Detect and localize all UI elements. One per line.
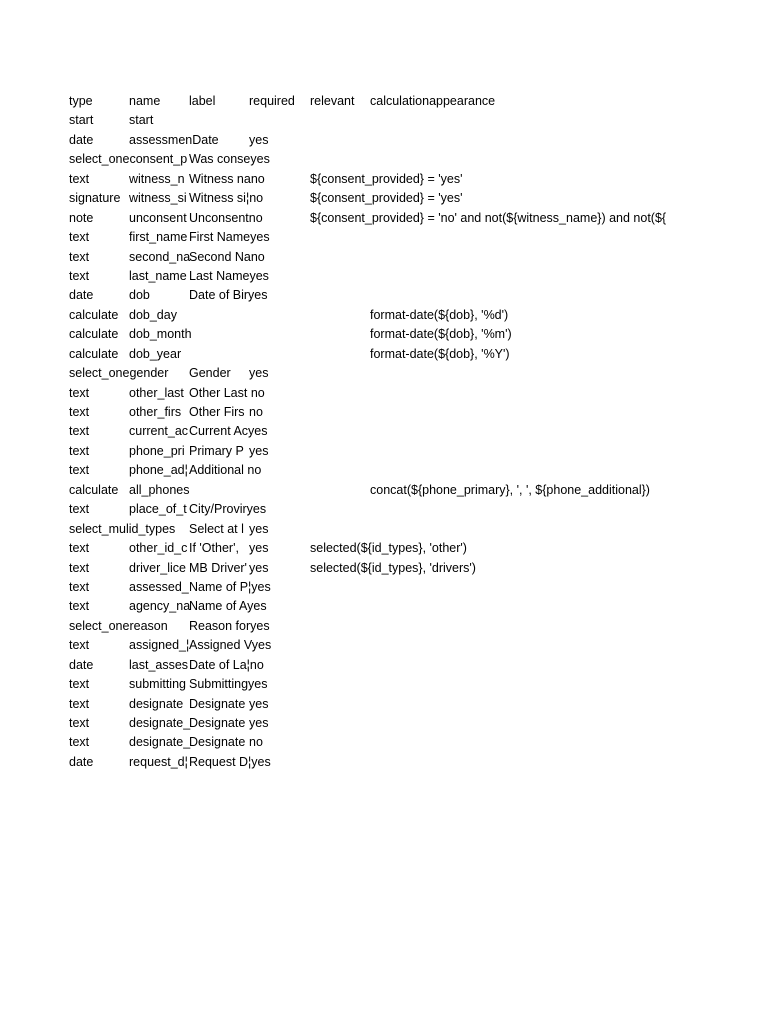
table-row bbox=[69, 422, 674, 441]
cell-label: Current Acyes bbox=[189, 424, 268, 439]
cell-type: text bbox=[69, 560, 90, 575]
cell-name: witness_n bbox=[129, 171, 185, 186]
table-row bbox=[69, 189, 674, 208]
table-row bbox=[69, 559, 674, 578]
cell-label: Gender bbox=[189, 366, 231, 381]
cell-required: yes bbox=[249, 541, 269, 556]
cell-type: text bbox=[69, 171, 90, 186]
cell-name: dob_month bbox=[129, 327, 192, 342]
cell-label: Other Firs bbox=[189, 405, 245, 419]
cell-relevant: ${consent_provided} = 'no' and not(${witness_name}) and not(${ bbox=[310, 210, 667, 225]
cell-name: driver_lice bbox=[129, 560, 186, 575]
cell-label: Designate bbox=[189, 735, 246, 750]
cell-name: second_na bbox=[129, 249, 191, 264]
cell-type: text bbox=[69, 716, 90, 730]
table-row bbox=[69, 267, 674, 286]
cell-label: Assigned Vyes bbox=[189, 638, 272, 653]
cell-name: last_asses bbox=[129, 657, 189, 672]
table-row bbox=[69, 228, 674, 247]
cell-required: yes bbox=[249, 366, 269, 381]
table-row bbox=[69, 170, 674, 189]
table-row bbox=[69, 656, 674, 675]
cell-label: Designate bbox=[189, 716, 246, 730]
cell-label: Last Nameyes bbox=[189, 268, 269, 283]
cell-name: unconsent bbox=[129, 210, 187, 225]
cell-type: text bbox=[69, 405, 90, 419]
cell-name: assessed_ bbox=[129, 579, 189, 594]
header-row bbox=[69, 92, 674, 111]
cell-calculation: format-date(${dob}, '%m') bbox=[370, 327, 512, 342]
table-row bbox=[69, 461, 674, 480]
cell-type: text bbox=[69, 579, 90, 594]
cell-relevant: ${consent_provided} = 'yes' bbox=[310, 171, 463, 186]
table-row bbox=[69, 150, 674, 169]
header-label: label bbox=[189, 94, 216, 108]
header-relevant: relevant bbox=[310, 94, 355, 108]
cell-label: If 'Other', bbox=[189, 541, 239, 556]
cell-name: all_phones bbox=[129, 482, 190, 497]
cell-type: text bbox=[69, 696, 90, 711]
cell-label: Reason foryes bbox=[189, 618, 270, 633]
cell-calculation: format-date(${dob}, '%d') bbox=[370, 307, 509, 322]
cell-required: no bbox=[249, 735, 263, 750]
cell-type: date bbox=[69, 132, 94, 147]
cell-label: Was conseyes bbox=[189, 152, 270, 167]
table-row bbox=[69, 209, 674, 228]
cell-name: other_last bbox=[129, 385, 184, 400]
cell-name: request_d¦ bbox=[129, 754, 188, 769]
cell-type: signature bbox=[69, 191, 121, 206]
table-row bbox=[69, 617, 674, 636]
cell-name: place_of_t bbox=[129, 502, 187, 517]
cell-label: Name of P¦yes bbox=[189, 579, 271, 594]
cell-name: start bbox=[129, 113, 154, 128]
cell-label: Second Nano bbox=[189, 249, 265, 264]
cell-type: date bbox=[69, 657, 94, 672]
cell-required: yes bbox=[249, 696, 269, 711]
table-row bbox=[69, 364, 674, 383]
cell-type: start bbox=[69, 113, 94, 128]
table-row bbox=[69, 695, 674, 714]
cell-type: calculate bbox=[69, 307, 119, 322]
table-row bbox=[69, 286, 674, 305]
cell-type: text bbox=[69, 735, 90, 750]
cell-name: designate_ bbox=[129, 716, 191, 730]
table-row bbox=[69, 442, 674, 461]
cell-type: select_mulid_types bbox=[69, 521, 176, 536]
cell-label: Witness si¦no bbox=[189, 191, 264, 206]
cell-type: text bbox=[69, 268, 90, 283]
table-row bbox=[69, 306, 674, 325]
cell-label: First Nameyes bbox=[189, 230, 270, 245]
table-row bbox=[69, 131, 674, 150]
table-row bbox=[69, 753, 674, 772]
cell-type: text bbox=[69, 424, 90, 439]
cell-type: text bbox=[69, 249, 90, 264]
header-type: type bbox=[69, 94, 93, 108]
table-row bbox=[69, 675, 674, 694]
cell-label: Witness nano bbox=[189, 171, 265, 186]
cell-type: select_onegender bbox=[69, 366, 169, 381]
cell-type: text bbox=[69, 385, 90, 400]
cell-name: last_name bbox=[129, 268, 187, 283]
cell-name: dob bbox=[129, 288, 150, 303]
table-row bbox=[69, 111, 674, 130]
cell-type: text bbox=[69, 599, 90, 614]
cell-name: phone_ad¦ bbox=[129, 463, 188, 478]
cell-name: dob_day bbox=[129, 307, 177, 322]
cell-name: dob_year bbox=[129, 346, 182, 361]
cell-label: Date of Biryes bbox=[189, 288, 268, 303]
table-row bbox=[69, 733, 674, 752]
cell-type: select_oneconsent_p bbox=[69, 152, 188, 167]
cell-type: text bbox=[69, 463, 90, 478]
cell-type: select_onereason bbox=[69, 618, 168, 633]
cell-label: Date of La¦no bbox=[189, 657, 264, 672]
table-row bbox=[69, 539, 674, 558]
table-row bbox=[69, 636, 674, 655]
cell-name: current_ac bbox=[129, 424, 189, 439]
cell-name: other_id_c bbox=[129, 541, 188, 556]
cell-label: Designate bbox=[189, 696, 246, 711]
cell-required: yes bbox=[249, 443, 269, 458]
cell-type: text bbox=[69, 638, 90, 653]
cell-name: submitting bbox=[129, 677, 186, 692]
cell-required: yes bbox=[249, 521, 269, 536]
cell-calculation: concat(${phone_primary}, ', ', ${phone_additional}) bbox=[370, 482, 650, 497]
cell-name: witness_si bbox=[129, 191, 187, 206]
cell-type: date bbox=[69, 754, 94, 769]
cell-calculation: format-date(${dob}, '%Y') bbox=[370, 346, 510, 361]
cell-label: Other Last no bbox=[189, 385, 265, 400]
table-row bbox=[69, 325, 674, 344]
cell-type: text bbox=[69, 502, 90, 517]
cell-required: yes bbox=[249, 716, 269, 730]
table-row bbox=[69, 578, 674, 597]
cell-required: no bbox=[249, 405, 263, 419]
table-row bbox=[69, 345, 674, 364]
cell-type: note bbox=[69, 210, 94, 225]
table-row bbox=[69, 597, 674, 616]
cell-relevant: selected(${id_types}, 'other') bbox=[310, 541, 467, 556]
header-calculation-appearance: calculationappearance bbox=[370, 94, 496, 108]
cell-relevant: ${consent_provided} = 'yes' bbox=[310, 191, 463, 206]
cell-type: calculate bbox=[69, 327, 119, 342]
cell-type: text bbox=[69, 677, 90, 692]
cell-relevant: selected(${id_types}, 'drivers') bbox=[310, 560, 476, 575]
table-row bbox=[69, 403, 674, 422]
cell-label: Submittingyes bbox=[189, 677, 268, 692]
cell-type: date bbox=[69, 288, 94, 303]
cell-name: designate_ bbox=[129, 735, 191, 750]
table-row bbox=[69, 481, 674, 500]
table-row bbox=[69, 500, 674, 519]
cell-label: Primary P bbox=[189, 443, 244, 458]
cell-label: Request D¦yes bbox=[189, 754, 271, 769]
cell-name: assigned_¦ bbox=[129, 638, 190, 653]
cell-type: text bbox=[69, 230, 90, 245]
cell-name: designate bbox=[129, 696, 184, 711]
table-row bbox=[69, 248, 674, 267]
table-row bbox=[69, 714, 674, 733]
table-row bbox=[69, 520, 674, 539]
header-name: name bbox=[129, 94, 161, 108]
cell-label: Additional no bbox=[189, 463, 262, 478]
cell-type: text bbox=[69, 541, 90, 556]
cell-name: first_name bbox=[129, 230, 188, 245]
cell-label: Name of Ayes bbox=[189, 599, 267, 614]
cell-type: calculate bbox=[69, 346, 119, 361]
table-body bbox=[69, 111, 674, 772]
cell-name: phone_pri bbox=[129, 443, 185, 458]
cell-name: agency_na bbox=[129, 599, 191, 614]
cell-label: MB Driver' bbox=[189, 560, 247, 575]
cell-type: text bbox=[69, 443, 90, 458]
cell-required: yes bbox=[249, 560, 269, 575]
cell-label: Select at l bbox=[189, 521, 244, 536]
cell-label: Unconsentno bbox=[189, 210, 263, 225]
header-required: required bbox=[249, 94, 295, 108]
cell-type: calculate bbox=[69, 482, 119, 497]
table-row bbox=[69, 384, 674, 403]
cell-name: assessmenDate bbox=[129, 132, 219, 147]
cell-label: City/Proviryes bbox=[189, 502, 267, 517]
spreadsheet bbox=[69, 92, 674, 772]
cell-name: other_firs bbox=[129, 405, 182, 419]
cell-required: yes bbox=[249, 132, 269, 147]
